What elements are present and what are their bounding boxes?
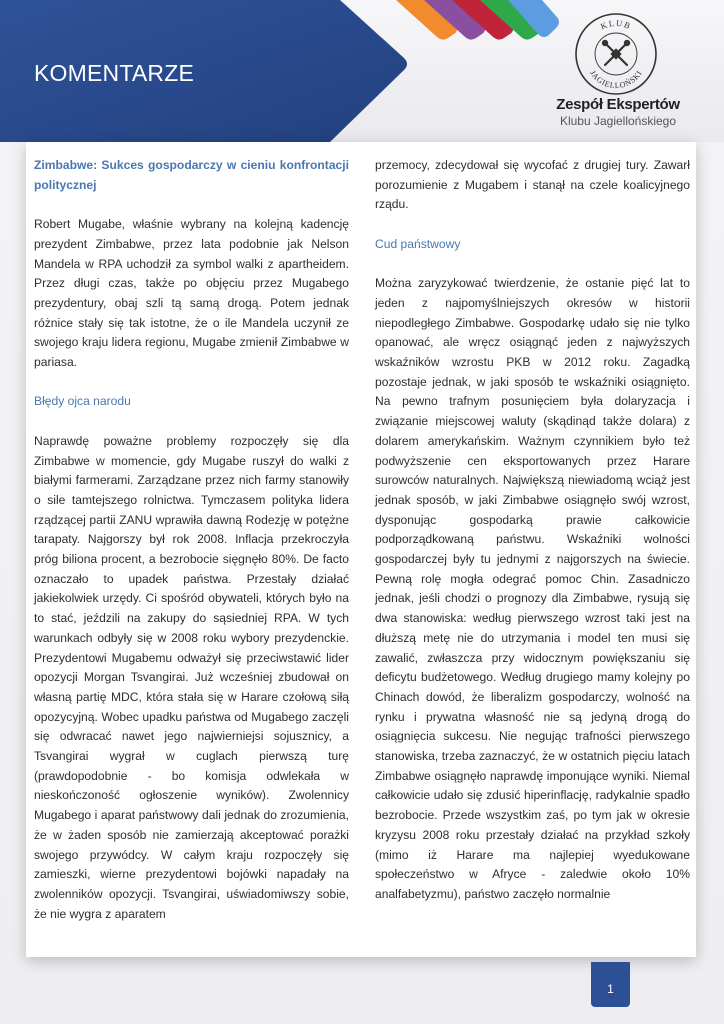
logo-caption-subtitle: Klubu Jagiellońskiego xyxy=(559,114,677,128)
section-text-bledy-continued: przemocy, zdecydował się wycofać z drugiej tury. Zawarł porozumienie z Mugabem i stanął na czele koalicyjnego rządu. xyxy=(375,158,690,212)
section-heading-bledy: Błędy ojca narodu xyxy=(34,394,131,409)
color-stripes-decoration xyxy=(390,0,565,40)
page-number: 1 xyxy=(607,982,614,996)
left-column xyxy=(34,156,349,924)
section-title: KOMENTARZE xyxy=(34,60,195,86)
klub-jagiellonski-logo xyxy=(574,12,658,96)
section-text-bledy: Naprawdę poważne problemy rozpoczęły się dla Zimbabwe w momencie, gdy Mugabe ruszył do walki z białymi farmerami. Zarządzane przez nich farmy stanowiły o sile tamtejszego rolnictwa. Tymczasem polityka lidera rządzącej partii ZANU wprawiła dawną Rodezję w potężne tarapaty. Najgorszy był rok 2008. Inflacja przekroczyła próg biliona procent, a bezrobocie sięgnęło 80%. De facto oznaczało to upadek państwa. Przestały działać jakiekolwiek urzędy. Ci spośród obywateli, których było na to stać, jeździli na zakupy do sąsiedniej RPA. W tych warunkach odbyły się w 2008 roku wybory prezydenckie. Prezydentowi Mugabemu odważył się przeciwstawić lider opozycji Morgan Tsvangirai. Już wcześniej zbudował on własną partię MDC, która stała się w Harare czołową siłą opozycyjną. Wobec upadku państwa od Mugabego zaczęli się odwracać nawet jego najwierniejsi sojusznicy, a Tsvangirai wygrał w cuglach pierwszą turę (prawdopodobnie - bo komisja odwlekała w nieskończoność ogłoszenie wyników). Zwolennicy Mugabego i aparat państwowy dali jednak do zrozumienia, że w żaden sposób nie zamierzają akceptować porażki swojego przywódcy. W całym kraju rozpoczęły się zamieszki, wierne prezydentowi bojówki napadały na zwolenników opozycji. Tsvangirai, uświadomiwszy sobie, że nie wygra z aparatem xyxy=(34,433,349,921)
section-text-cud: Można zaryzykować twierdzenie, że ostanie pięć lat to jeden z najpomyślniejszych okresów w historii niepodległego Zimbabwe. Gospodarkę udało się nie tylko opanować, ale wręcz osiągnąć jeden z najwyższych wskaźników wzrostu PKB w 2012 roku. Zagadką pozostaje jednak, w jaki sposób te wskaźniki osiągnięto. Na pewno trafnym posunięciem była dolaryzacja i związanie miejscowej waluty (skądinąd także dolara) z dolarem amerykańskim. Ważnym czynnikiem było też podwyższenie cen eksportowanych przez Harare surowców naturalnych. Największą niewiadomą wciąż jest jednak sposób, w jaki Zimbabwe osiągnęło swój wzrost, dysponując gospodarką prawie całkowicie podporządkowaną państwu. Wskaźniki wolności gospodarczej były tu jednymi z najgorszych na świecie. Pewną rolę mogła odegrać pomoc Chin. Zasadniczo jednak, jeśli chodzi o prognozy dla Zimbabwe, rysują się dwa stanowiska: według pierwszego wzrost taki jest na dłuższą metę nie do utrzymania i model ten musi się zawalić, zwłaszcza przy widocznym powiększaniu się deficytu budżetowego. Według drugiego mamy kolejny po Chinach dowód, że liberalizm gospodarczy, wolność na rynku i prywatna własność nie są jedyną drogą do osiągnięcia sukcesu. Nie negując trafności pierwszego stanowiska, trzeba zaznaczyć, że w ostatnich pięciu latach Zimbabwe osiągnęło naprawdę imponujące wyniki. Niemal całkowicie udało się zdusić hiperinflację, radykalnie spadło bezrobocie. Przede wszystkim zaś, po tym jak w okresie kryzysu 2008 roku przestały działać na przykład szkoły (mimo iż Harare ma najlepiej wyedukowane społeczeństwo w Afryce - zaledwie około 10% analfabetyzmu), państwo zaczęło normalnie xyxy=(375,276,690,901)
logo-caption xyxy=(548,96,688,128)
svg-text:KLUB: KLUB xyxy=(598,17,634,32)
section-heading-cud: Cud państwowy xyxy=(375,236,461,251)
article-title: Zimbabwe: Sukces gospodarczy w cieniu konfrontacji politycznej xyxy=(34,158,349,192)
right-column xyxy=(375,156,690,905)
article-intro: Robert Mugabe, właśnie wybrany na kolejną kadencję prezydent Zimbabwe, przez lata podobnie jak Nelson Mandela w RPA uchodził za symbol walki z apartheidem. Przez długi czas, także po objęciu przez Mugabego prezydentury, obaj szli tą samą drogą. Potem jednak różnice stały się tak istotne, że o ile Mandela uczynił ze swojego kraju lidera regionu, Mugabe zmienił Zimbabwe w pariasa. xyxy=(34,217,349,370)
logo-caption-title: Zespół Ekspertów xyxy=(556,96,680,113)
svg-text:JAGIELLOŃSKI: JAGIELLOŃSKI xyxy=(588,68,644,91)
